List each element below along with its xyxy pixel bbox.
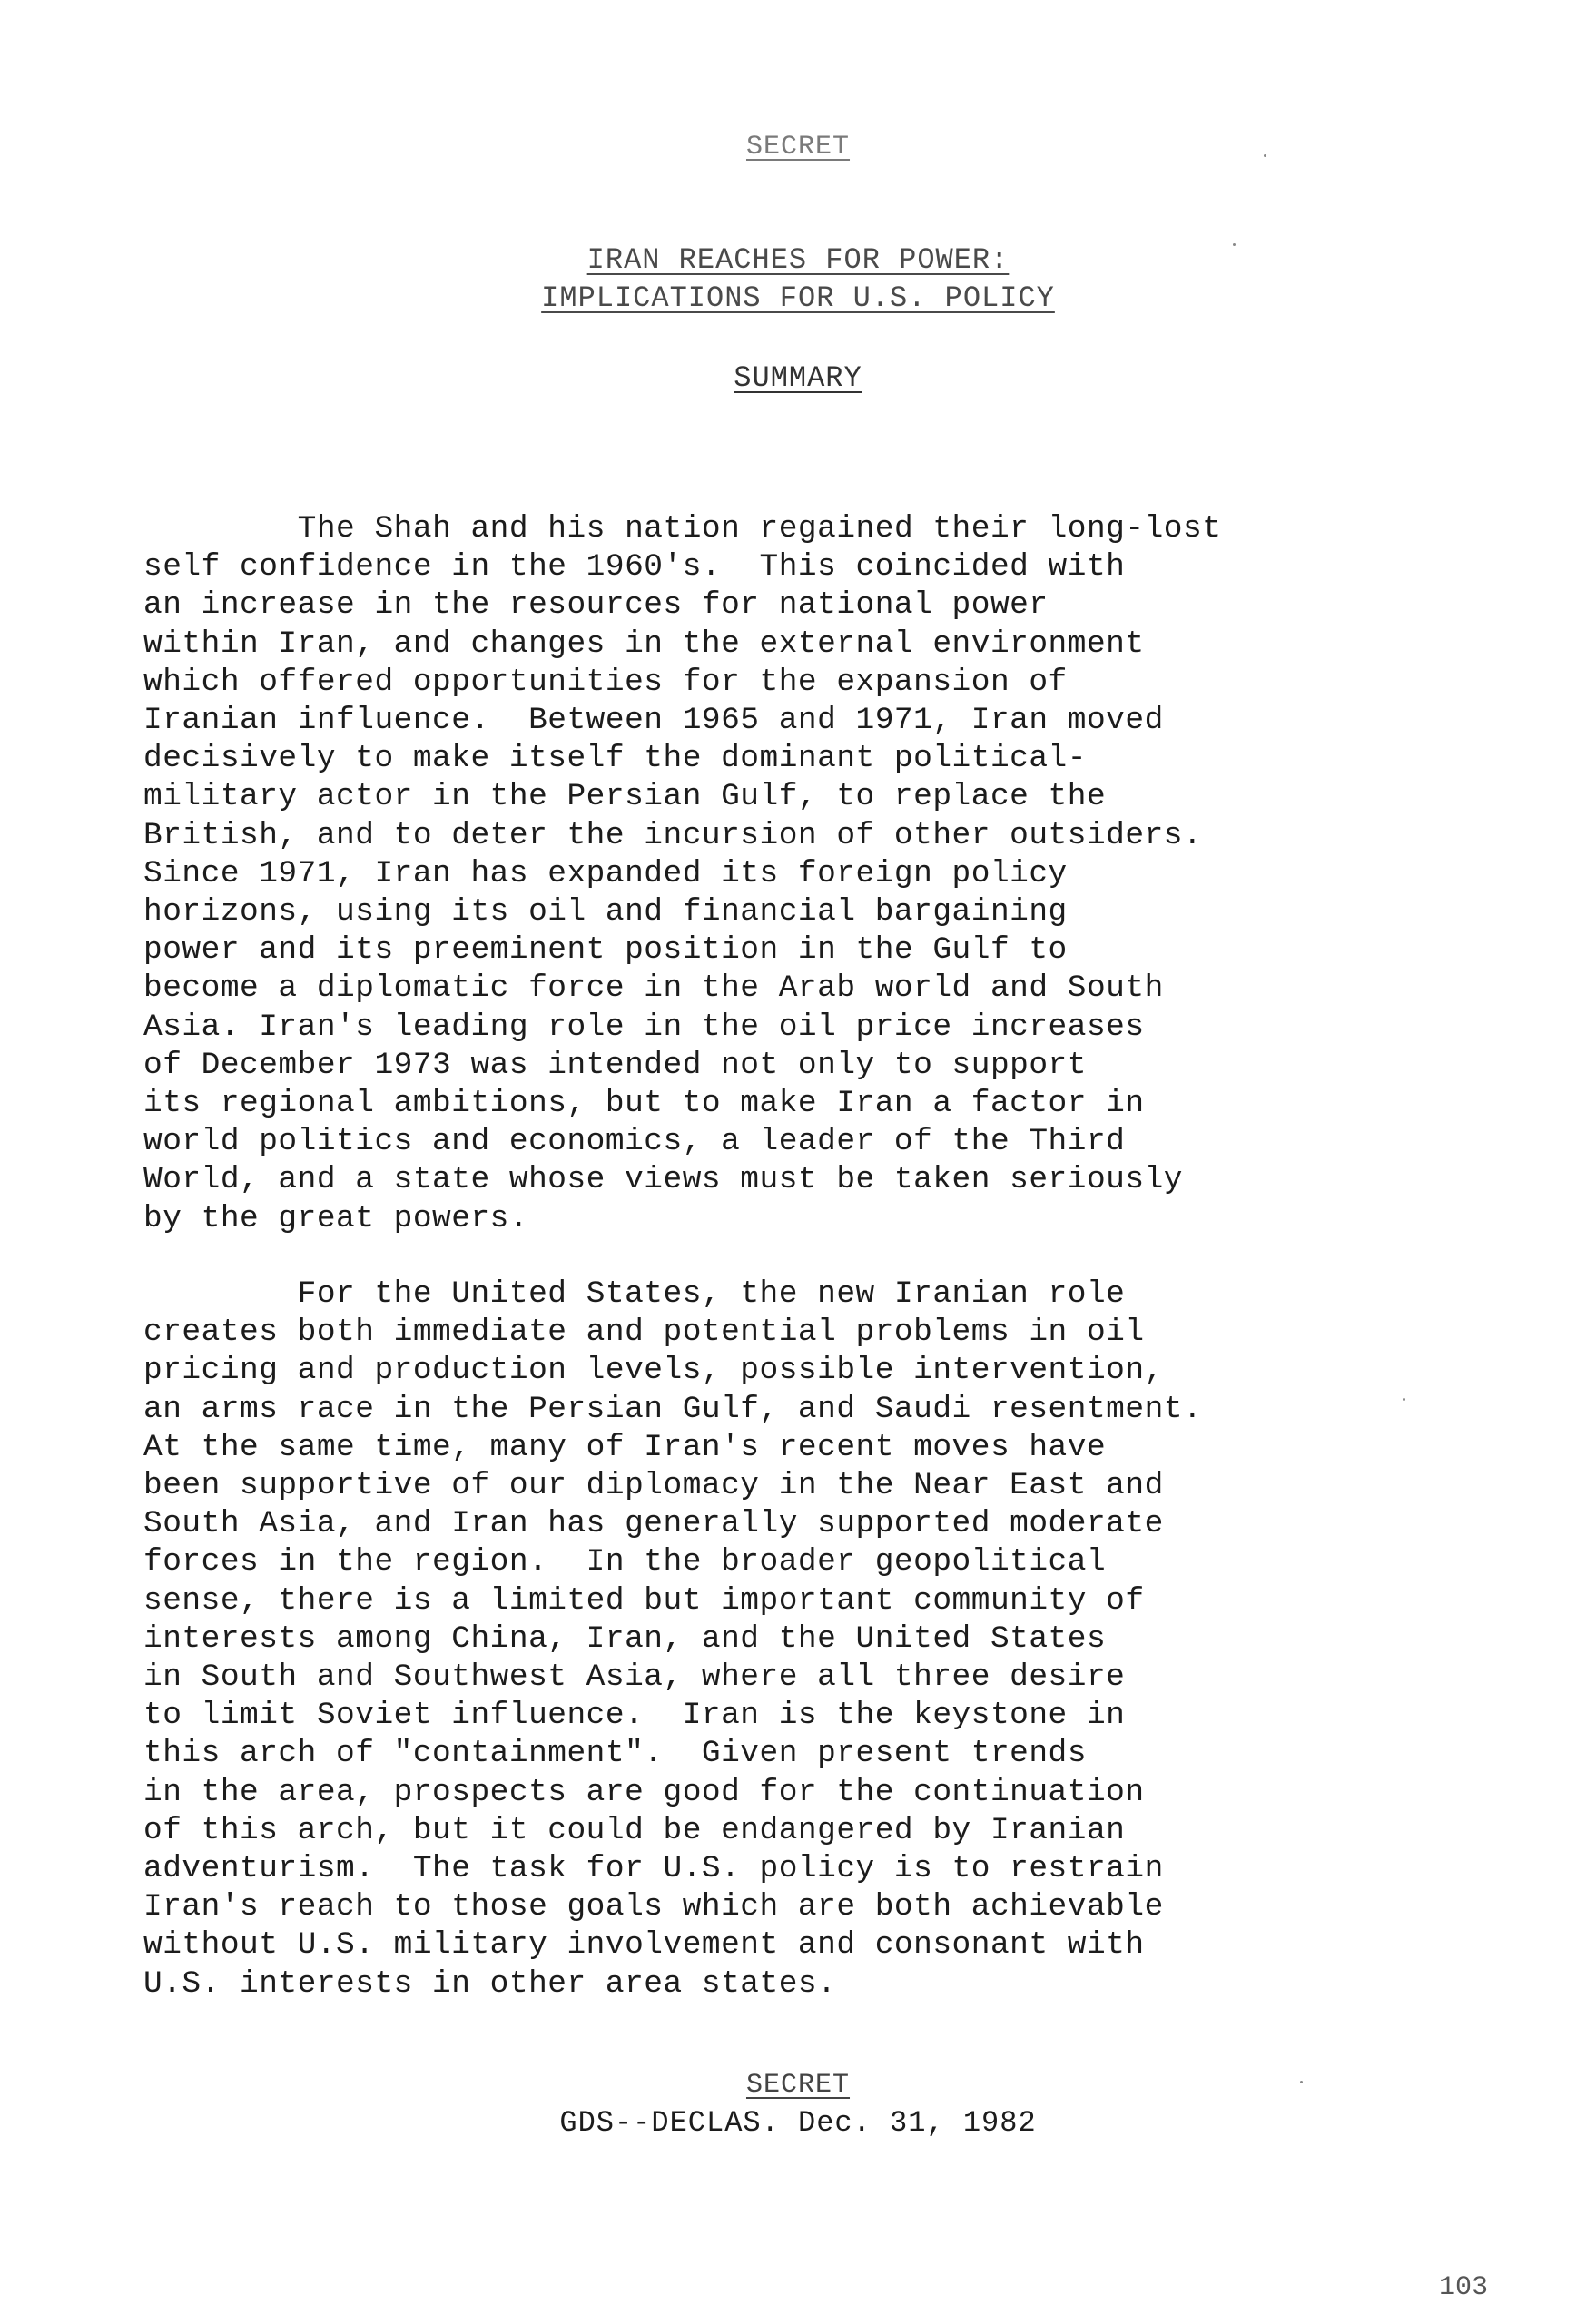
title-line-2-text: IMPLICATIONS FOR U.S. POLICY bbox=[541, 281, 1055, 315]
section-heading bbox=[0, 361, 1596, 395]
title-line-1-text: IRAN REACHES FOR POWER: bbox=[586, 243, 1010, 277]
classification-marking-bottom bbox=[0, 2070, 1596, 2101]
title-line-2 bbox=[0, 281, 1596, 315]
classification-text-bottom: SECRET bbox=[745, 2070, 851, 2101]
scan-speck bbox=[1403, 1398, 1405, 1401]
declassification-line: GDS--DECLAS. Dec. 31, 1982 bbox=[559, 2106, 1037, 2140]
classification-text-top: SECRET bbox=[745, 132, 851, 162]
title-line-1 bbox=[0, 243, 1596, 277]
section-heading-text: SUMMARY bbox=[734, 361, 862, 395]
classification-marking-top bbox=[0, 132, 1596, 162]
scan-speck bbox=[1264, 154, 1266, 157]
scan-speck bbox=[1233, 243, 1236, 246]
summary-paragraph-1: The Shah and his nation regained their long-lost self confidence in the 1960's. This coincided with an increase in the resources for national power within Iran, and changes in the external environment which offered opportunities for the expansion of Iranian influence. Between 1965 and 1971, Iran moved decisively to make itself the dominant political- military actor in the Persian Gulf, to replace the British, and to deter the incursion of other outsiders. Since 1971, Iran has expanded its foreign policy horizons, using its oil and financial bargaining power and its preeminent position in the Gulf to become a diplomatic force in the Arab world and South Asia. Iran's leading role in the oil price increases of December 1973 was intended not only to support its regional ambitions, but to make Iran a factor in world politics and economics, a leader of the Third World, and a state whose views must be taken seriously by the great powers. bbox=[143, 511, 1222, 1236]
scan-speck bbox=[1300, 2081, 1303, 2083]
summary-paragraph-2: For the United States, the new Iranian role creates both immediate and potential problems in oil pricing and production levels, possible intervention, an arms race in the Persian Gulf, and Saudi resentment. At the same time, many of Iran's recent moves have been supportive of our diplomacy in the Near East and South Asia, and Iran has generally supported moderate forces in the region. In the broader geopolitical sense, there is a limited but important community of interests among China, Iran, and the United States in South and Southwest Asia, where all three desire to limit Soviet influence. Iran is the keystone in this arch of "containment". Given present trends in the area, prospects are good for the continuation of this arch, but it could be endangered by Iranian adventurism. The task for U.S. policy is to restrain Iran's reach to those goals which are both achievable without U.S. military involvement and consonant with U.S. interests in other area states. bbox=[143, 1276, 1203, 2002]
page-number: 103 bbox=[1439, 2272, 1489, 2303]
